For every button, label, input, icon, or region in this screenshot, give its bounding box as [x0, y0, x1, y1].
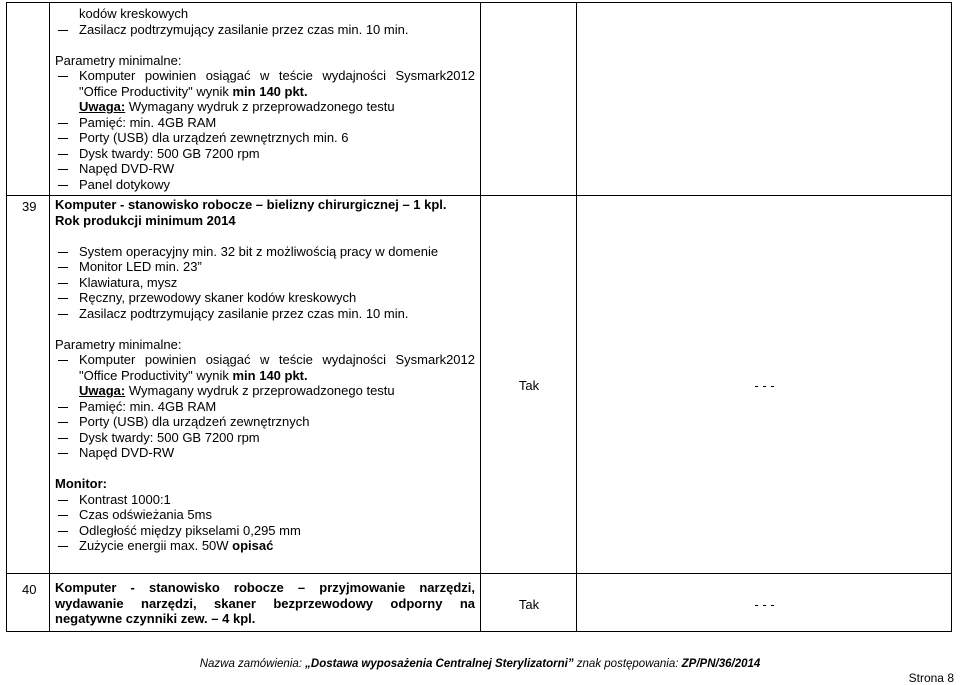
feature-line: Zasilacz podtrzymujący zasilanie przez czas min. 10 min. [55, 306, 475, 322]
row-divider [6, 195, 952, 196]
production-year: Rok produkcji minimum 2014 [55, 212, 236, 228]
performance-line: Komputer powinien osiągać w teście wydajności Sysmark2012 [55, 68, 475, 84]
param-line: Dysk twardy: 500 GB 7200 rpm [55, 430, 475, 446]
row-continued-description [55, 6, 475, 192]
params-title: Parametry minimalne: [55, 336, 182, 352]
param-line: Pamięć: min. 4GB RAM [55, 399, 475, 415]
param-line: Porty (USB) dla urządzeń zewnętrznych [55, 414, 475, 430]
performance-line: "Office Productivity" wynik min 140 pkt. [79, 83, 308, 99]
note-line: Uwaga: Wymagany wydruk z przeprowadzonego testu [79, 383, 395, 398]
table-border-left [6, 2, 7, 632]
row-number: 39 [22, 199, 37, 214]
performance-line: Komputer powinien osiągać w teście wydajności Sysmark2012 [55, 352, 475, 368]
table-border-right [951, 2, 952, 632]
row-divider [6, 573, 952, 574]
row-number: 40 [22, 582, 37, 597]
item-title: Komputer - stanowisko robocze – bielizny chirurgicznej – 1 kpl. [55, 197, 447, 212]
monitor-line: Kontrast 1000:1 [55, 492, 475, 508]
monitor-line: Czas odświeżania 5ms [55, 507, 475, 523]
feature-line: Klawiatura, mysz [55, 275, 475, 291]
param-line: Panel dotykowy [55, 177, 475, 193]
column-divider [49, 2, 50, 632]
performance-line: "Office Productivity" wynik min 140 pkt. [79, 367, 308, 383]
note-line: Uwaga: Wymagany wydruk z przeprowadzonego testu [79, 99, 395, 114]
document-footer: Nazwa zamówienia: „Dostawa wyposażenia Centralnej Sterylizatorni” znak postępowania: ZP/PN/36/2014 [199, 658, 761, 670]
row-description [55, 197, 475, 554]
value-cell: - - - [754, 597, 775, 612]
params-title: Parametry minimalne: [55, 52, 182, 68]
answer-cell: Tak [518, 597, 540, 612]
monitor-line: Zużycie energii max. 50W opisać [55, 538, 475, 554]
param-line: Dysk twardy: 500 GB 7200 rpm [55, 146, 475, 162]
param-line: Pamięć: min. 4GB RAM [55, 115, 475, 131]
param-line: Napęd DVD-RW [55, 161, 475, 177]
table-border-bottom [6, 631, 952, 632]
monitor-title: Monitor: [55, 476, 107, 491]
answer-cell: Tak [518, 378, 540, 393]
item-title: Komputer - stanowisko robocze – przyjmowanie narzędzi, [55, 580, 475, 595]
item-title: wydawanie narzędzi, skaner bezprzewodowy odporny na [55, 595, 475, 611]
table-border-top [6, 2, 952, 3]
param-line: Napęd DVD-RW [55, 445, 475, 461]
page-number: Strona 8 [908, 671, 954, 685]
feature-line: Monitor LED min. 23” [55, 259, 475, 275]
feature-line: Ręczny, przewodowy skaner kodów kreskowych [55, 290, 475, 306]
column-divider [576, 2, 577, 632]
column-divider [480, 2, 481, 632]
feature-line: Zasilacz podtrzymujący zasilanie przez czas min. 10 min. [55, 22, 475, 38]
monitor-line: Odległość między pikselami 0,295 mm [55, 523, 475, 539]
row-description [55, 580, 475, 627]
feature-line: kodów kreskowych [79, 6, 189, 21]
value-cell: - - - [754, 378, 775, 393]
param-line: Porty (USB) dla urządzeń zewnętrznych min. 6 [55, 130, 475, 146]
feature-line: System operacyjny min. 32 bit z możliwością pracy w domenie [55, 244, 475, 260]
item-title: negatywne czynniki zew. – 4 kpl. [55, 611, 256, 626]
